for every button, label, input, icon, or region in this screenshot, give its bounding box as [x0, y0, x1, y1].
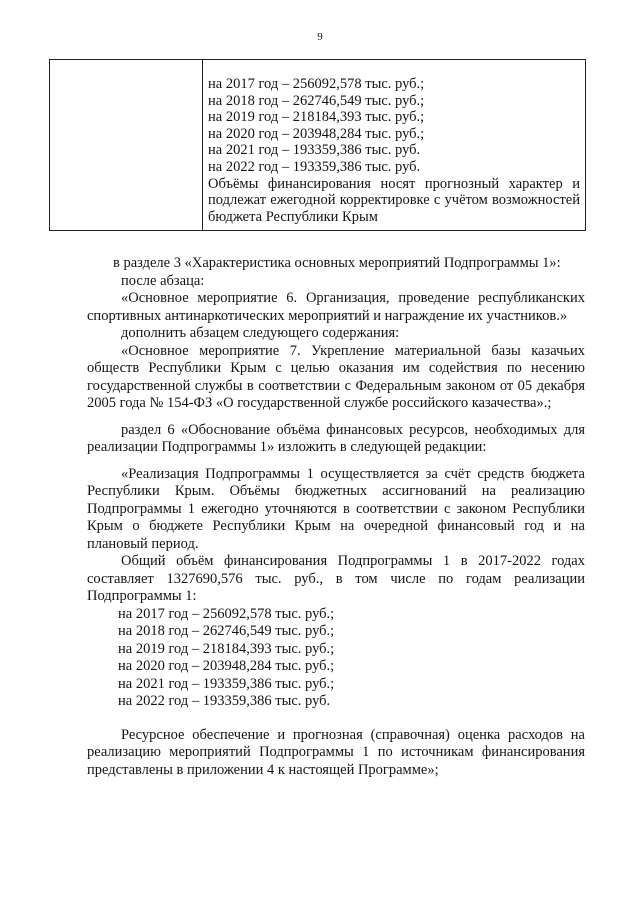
document-body — [87, 255, 585, 779]
table-year-2021: на 2021 год – 193359,386 тыс. руб. — [208, 142, 421, 159]
paragraph-section-6: раздел 6 «Обоснование объёма финансовых ресурсов, необходимых для реализации Подпрограммы 1» изложить в следующей редакции: — [87, 421, 585, 455]
list-year-2017: на 2017 год – 256092,578 тыс. руб.; — [118, 605, 335, 622]
list-year-2021: на 2021 год – 193359,386 тыс. руб.; — [118, 675, 335, 692]
paragraph-measure-6: «Основное мероприятие 6. Организация, проведение республиканских спортивных антинаркотических мероприятий и награждение их участников.» — [87, 290, 585, 324]
paragraph-measure-7: «Основное мероприятие 7. Укрепление материальной базы казачьих обществ Республики Крым с целью оказания им содействия по несению государственной службы в соответствии с Федеральным законом от 05 декабря 2005 года № 154-ФЗ «О государственной службе российского казачества».; — [87, 342, 585, 411]
table-year-2022: на 2022 год – 193359,386 тыс. руб. — [208, 158, 421, 175]
list-year-2019: на 2019 год – 218184,393 тыс. руб.; — [118, 640, 335, 657]
table-financing-note: Объёмы финансирования носят прогнозный характер и подлежат ежегодной корректировке с учётом возможностей бюджета Республики Крым — [208, 175, 580, 225]
paragraph-total-volume: Общий объём финансирования Подпрограммы 1 в 2017-2022 годах составляет 1327690,576 тыс. руб., в том числе по годам реализации Подпрограммы 1: — [87, 553, 585, 604]
list-year-2022: на 2022 год – 193359,386 тыс. руб. — [118, 693, 331, 709]
list-year-2020: на 2020 год – 203948,284 тыс. руб.; — [118, 658, 335, 674]
page-number: 9 — [317, 31, 323, 43]
paragraph-resource-support: Ресурсное обеспечение и прогнозная (справочная) оценка расходов на реализацию мероприятий Подпрограммы 1 по источникам финансирования представлены в приложении 4 к настоящей Программе»; — [87, 726, 585, 778]
financing-cell — [208, 76, 580, 225]
years-list — [87, 606, 585, 711]
paragraph-after: после абзаца: — [121, 272, 205, 289]
financing-table — [49, 59, 586, 231]
paragraph-section-3: в разделе 3 «Характеристика основных мероприятий Подпрограммы 1»: — [113, 255, 561, 271]
table-year-2018: на 2018 год – 262746,549 тыс. руб.; — [208, 92, 425, 109]
paragraph-supplement: дополнить абзацем следующего содержания: — [121, 325, 400, 341]
paragraph-implementation: «Реализация Подпрограммы 1 осуществляется за счёт средств бюджета Республики Крым. Объёмы бюджетных ассигнований на реализацию Подпрограммы 1 ежегодно уточняются в соответствии с законом Республики Крым о бюджете Республики Крым на очередной финансовый год и на плановый период. — [87, 465, 585, 552]
table-year-2019: на 2019 год – 218184,393 тыс. руб.; — [208, 109, 425, 126]
table-year-2017: на 2017 год – 256092,578 тыс. руб.; — [208, 76, 425, 92]
table-year-2020: на 2020 год – 203948,284 тыс. руб.; — [208, 125, 425, 142]
list-year-2018: на 2018 год – 262746,549 тыс. руб.; — [118, 623, 335, 639]
table-column-divider — [202, 60, 203, 230]
